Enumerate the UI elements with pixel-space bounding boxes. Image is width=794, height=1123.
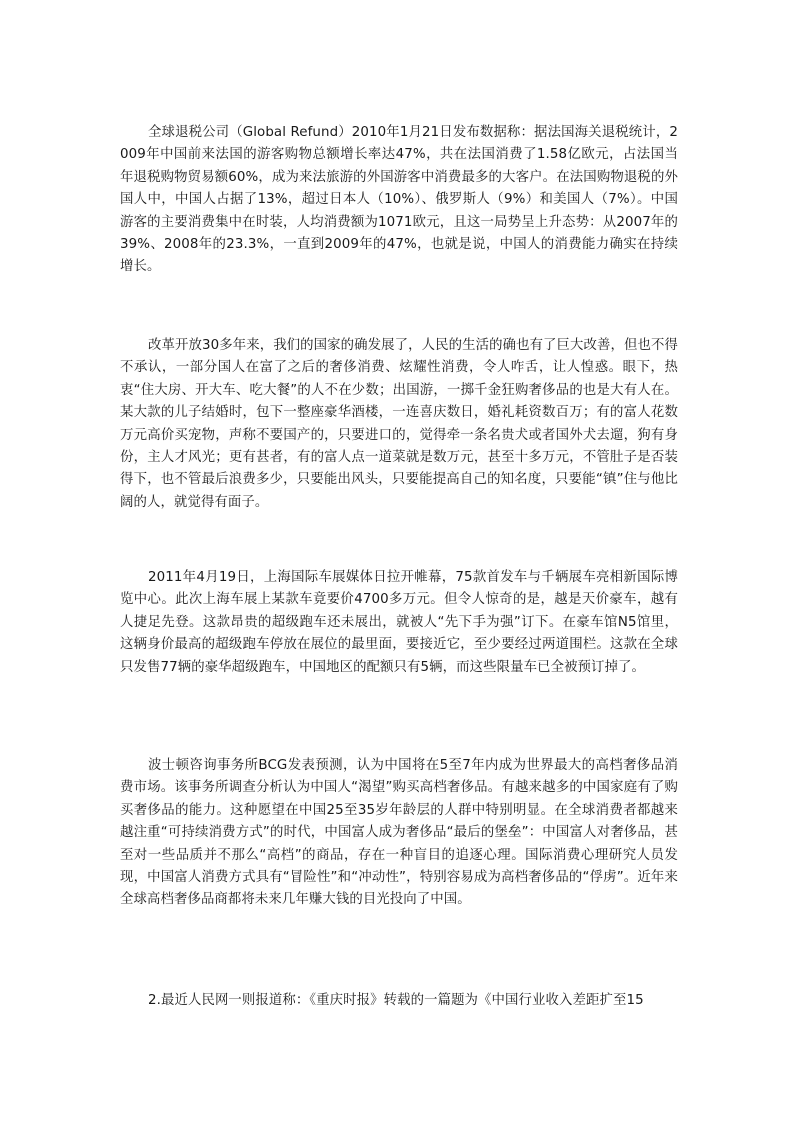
paragraph-bcg-forecast: 波士顿咨询事务所BCG发表预测，认为中国将在5至7年内成为世界最大的高档奢侈品消费市场。该事务所调查分析认为中国人“渴望”购买高档奢侈品。有越来越多的中国家庭有了购买奢侈品的能力。这种愿望在中国25至35岁年龄层的人群中特别明显。在全球消费者都越来越注重“可持续消费方式”的时代，中国富人成为奢侈品“最后的堡垒”：中国富人对奢侈品，甚至对一些品质并不那么“高档”的商品，存在一种盲目的追逐心理。国际消费心理研究人员发现，中国富人消费方式具有“冒险性”和“冲动性”，特别容易成为高档奢侈品的“俘虏”。近年来全球高档奢侈品商都将未来几年赚大钱的目光投向了中国。 <box>120 758 678 908</box>
paragraph-shanghai-auto-show: 2011年4月19日，上海国际车展媒体日拉开帷幕，75款首发车与千辆展车亮相新国际博览中心。此次上海车展上某款车竟要价4700多万元。但令人惊奇的是，越是天价豪车，越有人捷足先登。这款昂贵的超级跑车还未展出，就被人“先下手为强”订下。在豪车馆N5馆里，这辆身价最高的超级跑车停放在展位的最里面，要接近它，至少要经过两道围栏。这款在全球只发售77辆的豪华超级跑车，中国地区的配额只有5辆，而这些限量车已全被预订掉了。 <box>120 570 678 675</box>
paragraph-global-refund: 全球退税公司（Global Refund）2010年1月21日发布数据称：据法国海关退税统计，2009年中国前来法国的游客购物总额增长率达47%，共在法国消费了1.58亿欧元，占法国当年退税购物贸易额60%，成为来法旅游的外国游客中消费最多的大客户。在法国购物退税的外国人中，中国人占据了13%，超过日本人（10%）、俄罗斯人（9%）和美国人（7%）。中国游客的主要消费集中在时装，人均消费额为1071欧元，且这一局势呈上升态势：从2007年的39%、2008年的23.3%，一直到2009年的47%，也就是说，中国人的消费能力确实在持续增长。 <box>120 125 678 275</box>
paragraph-income-gap-report: 2.最近人民网一则报道称：《重庆时报》转载的一篇题为《中国行业收入差距扩至15 <box>148 993 644 1008</box>
paragraph-luxury-consumption: 改革开放30多年来，我们的国家的确发展了，人民的生活的确也有了巨大改善，但也不得不承认，一部分国人在富了之后的奢侈消费、炫耀性消费，令人咋舌，让人惶惑。眼下，热衷“住大房、开大车、吃大餐”的人不在少数；出国游，一掷千金狂购奢侈品的也是大有人在。某大款的儿子结婚时，包下一整座豪华酒楼，一连喜庆数日，婚礼耗资数百万；有的富人花数万元高价买宠物，声称不要国产的，只要进口的，觉得牵一条名贵犬或者国外犬去遛，狗有身份，主人才风光；更有甚者，有的富人点一道菜就是数万元，甚至十多万元，不管肚子是否装得下，也不管最后浪费多少，只要能出风头，只要能提高自己的知名度，只要能“镇”住与他比阔的人，就觉得有面子。 <box>120 338 678 510</box>
